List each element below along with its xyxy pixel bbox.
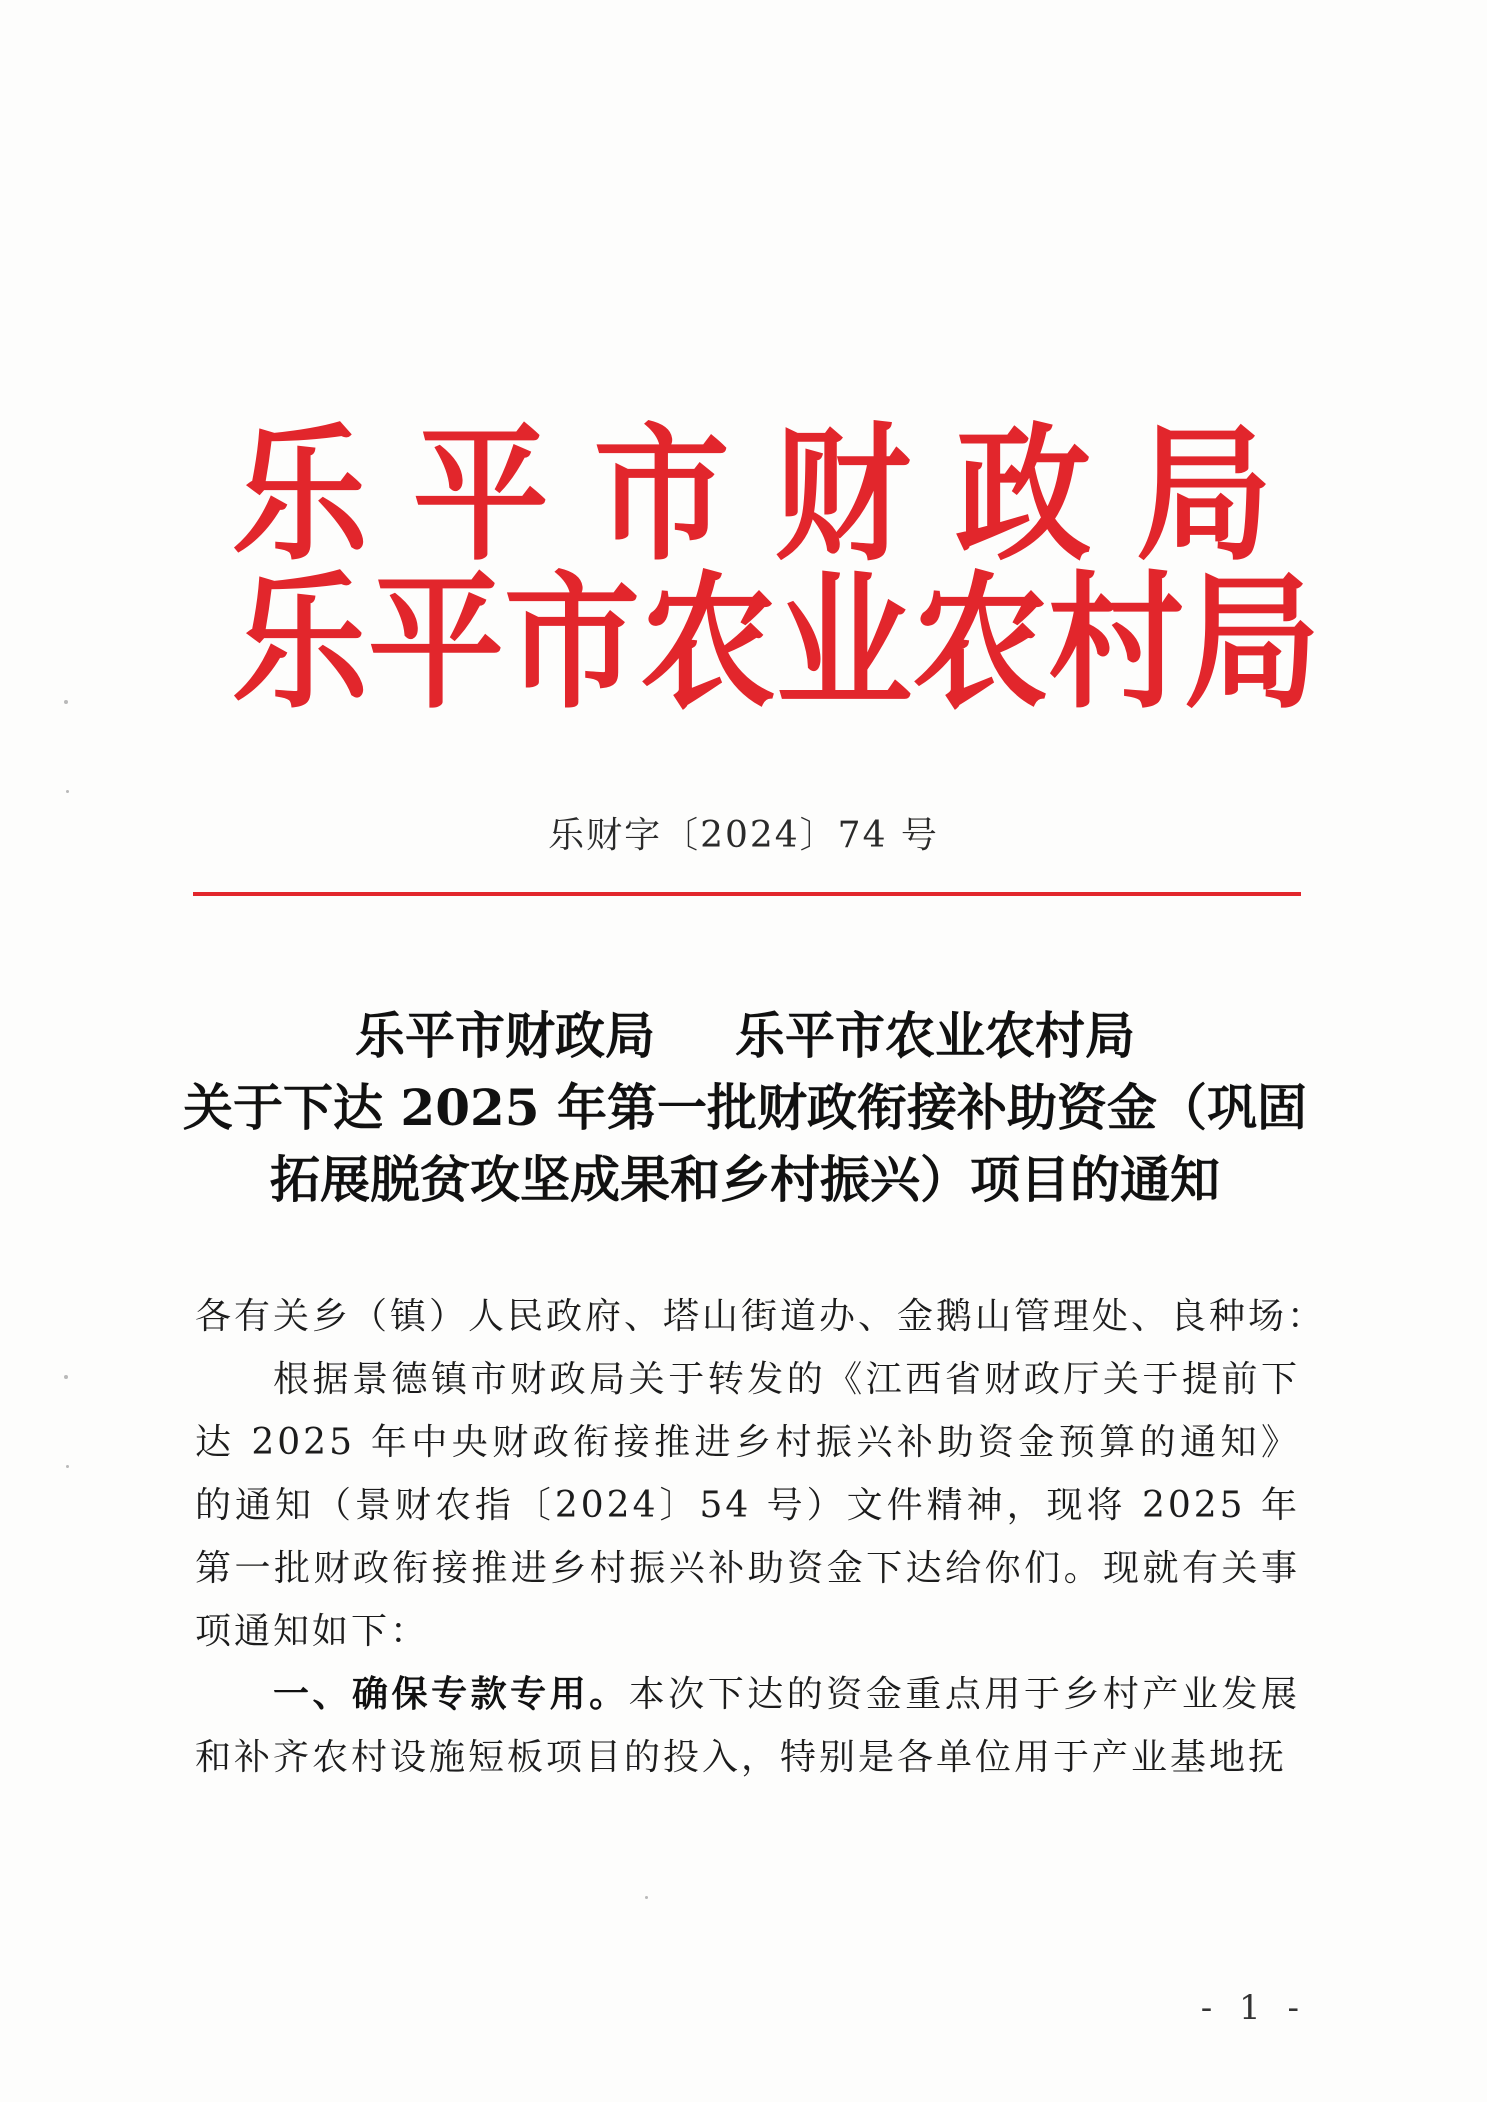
salutation: 各有关乡（镇）人民政府、塔山街道办、金鹅山管理处、良种场： [195,1296,1327,1337]
issuer-char: 农 [640,556,776,730]
section-heading: 一、确保专款专用。 [273,1673,629,1715]
title-line-3: 拓展脱贫攻坚成果和乡村振兴）项目的通知 [270,1150,1220,1209]
title-issuer-a: 乐平市财政局 [355,1006,655,1065]
scan-speck [645,1896,648,1899]
scan-speck [64,700,68,704]
issuer-char: 乐 [232,408,368,582]
scan-speck [66,790,69,793]
red-separator-line [193,892,1301,896]
title-line-1 [180,1000,1310,1072]
issuer-name-finance-bureau [232,408,1272,582]
issuer-char: 农 [912,556,1048,730]
issuer-char: 平 [368,556,504,730]
scan-speck [66,1465,69,1468]
issuer-char: 业 [776,556,912,730]
issuer-char: 政 [955,408,1092,582]
scan-speck [64,1375,68,1379]
issuer-char: 市 [593,408,730,582]
title-issuer-b: 乐平市农业农村局 [735,1006,1135,1065]
issuer-name-agriculture-bureau [232,556,1320,730]
issuer-char: 平 [412,408,549,582]
issuer-char: 村 [1048,556,1184,730]
page-number: - 1 - [1200,1988,1307,2028]
issuer-char: 市 [504,556,640,730]
document-title [180,1000,1310,1216]
issuer-char: 局 [1184,556,1320,730]
issuer-char: 局 [1135,408,1272,582]
title-line-2: 关于下达 2025 年第一批财政衔接补助资金（巩固 [183,1078,1307,1137]
body-paragraph-1: 根据景德镇市财政局关于转发的《江西省财政厅关于提前下达 2025 年中央财政衔接推进乡村振兴补助资金预算的通知》的通知（景财农指〔2024〕54 号）文件精神，现将 2025 年第一批财政衔接推进乡村振兴补助资金下达给你们。现就有关事项通知如下： [195,1359,1300,1652]
issuer-char: 财 [774,408,911,582]
issuer-char: 乐 [232,556,368,730]
body-paragraph-2 [195,1663,1300,1789]
document-number: 乐财字〔2024〕74 号 [548,815,939,856]
section-text: 本次下达的资金重点用于乡村产业发展和补齐农村设施短板项目的投入，特别是各单位用于产业基地抚 [195,1674,1300,1778]
